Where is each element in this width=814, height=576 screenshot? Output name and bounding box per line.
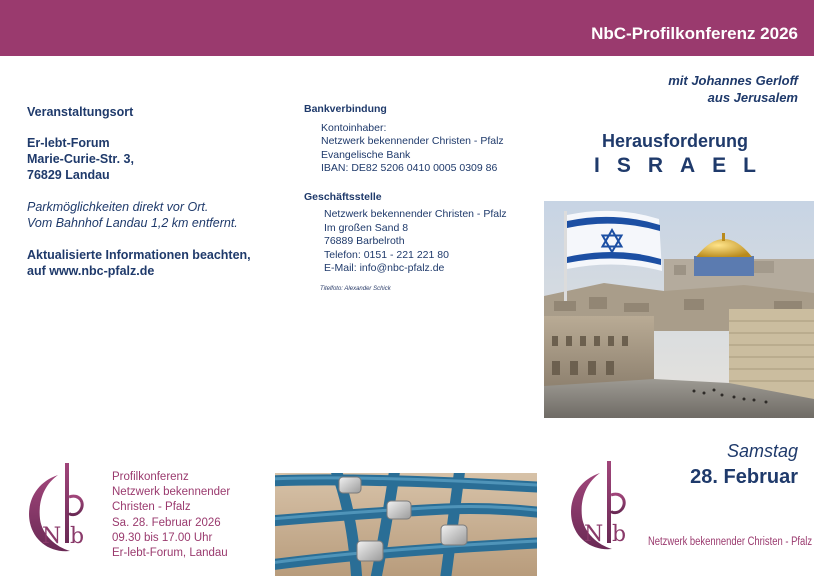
- rope-net-photo: [275, 473, 537, 576]
- bank-holder: Netzwerk bekennender Christen - Pfalz: [321, 135, 504, 147]
- photo-credit: Titelfoto: Alexander Schick: [320, 286, 391, 292]
- venue-street: Marie-Curie-Str. 3,: [27, 152, 134, 166]
- organization-name: Netzwerk bekennender Christen - Pfalz: [648, 536, 813, 548]
- bank-heading: Bankverbindung: [304, 103, 387, 115]
- logo-letter-n: N: [42, 524, 62, 549]
- event-line: Netzwerk bekennender: [112, 486, 231, 499]
- jerusalem-photo: [544, 201, 814, 418]
- venue-section: [27, 104, 277, 279]
- nbc-logo-secondary: [566, 461, 646, 555]
- office-city: 76889 Barbelroth: [324, 235, 405, 247]
- logo2-letter-b: b: [612, 522, 627, 547]
- parking-info-1: Parkmöglichkeiten direkt vor Ort.: [27, 200, 209, 214]
- bank-name: Evangelische Bank: [321, 148, 411, 161]
- event-line: Christen - Pfalz: [112, 501, 191, 514]
- event-weekday: Samstag: [726, 441, 798, 461]
- speaker-origin: aus Jerusalem: [707, 90, 798, 105]
- office-phone: Telefon: 0151 - 221 221 80: [324, 248, 449, 261]
- logo2-letter-n: N: [584, 522, 604, 547]
- venue-heading: Veranstaltungsort: [27, 105, 134, 119]
- event-line: Er-lebt-Forum, Landau: [112, 547, 228, 560]
- bank-holder-label: Kontoinhaber:: [321, 121, 387, 134]
- page-title: NbC-Profilkonferenz 2026: [591, 24, 798, 43]
- event-summary: [112, 470, 230, 561]
- theme-line-2: ISRAEL: [593, 154, 773, 177]
- update-info-1: Aktualisierte Informationen beachten,: [27, 248, 251, 262]
- bank-iban: IBAN: DE82 5206 0410 0005 0309 86: [321, 162, 498, 174]
- theme-line-1: Herausforderung: [601, 131, 749, 151]
- speaker-name: mit Johannes Gerloff: [668, 73, 798, 88]
- event-line: 09.30 bis 17.00 Uhr: [112, 531, 213, 544]
- venue-name: Er-lebt-Forum: [27, 136, 110, 150]
- event-line: Profilkonferenz: [112, 471, 189, 483]
- speaker-info: [668, 72, 798, 106]
- office-street: Im großen Sand 8: [324, 221, 409, 234]
- office-email: E-Mail: info@nbc-pfalz.de: [324, 262, 445, 274]
- event-date: 28. Februar: [690, 466, 798, 488]
- header-bar: [0, 0, 814, 56]
- logo-letter-b: b: [70, 524, 85, 549]
- office-heading: Geschäftsstelle: [304, 190, 382, 203]
- venue-city: 76829 Landau: [27, 168, 110, 182]
- office-name: Netzwerk bekennender Christen - Pfalz: [324, 208, 507, 220]
- parking-info-2: Vom Bahnhof Landau 1,2 km entfernt.: [27, 216, 238, 230]
- contact-section: [304, 103, 544, 276]
- nbc-logo: [24, 463, 104, 555]
- update-info-2: auf www.nbc-pfalz.de: [27, 264, 155, 278]
- event-line: Sa. 28. Februar 2026: [112, 516, 221, 529]
